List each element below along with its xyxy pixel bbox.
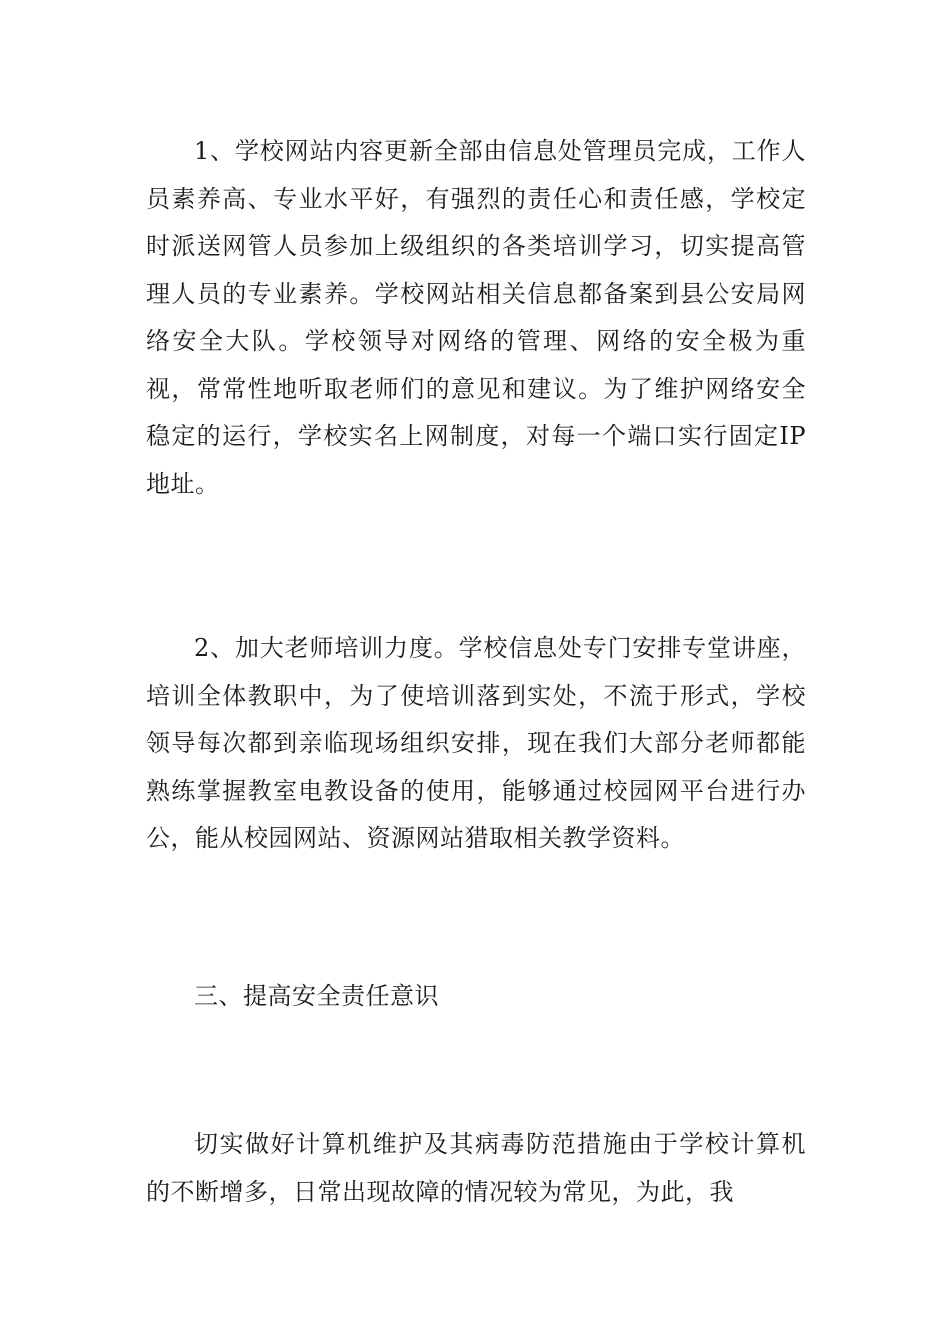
paragraph-computer-maintenance: 切实做好计算机维护及其病毒防范措施由于学校计算机的不断增多，日常出现故障的情况较为常见，为此，我 <box>146 1130 806 1206</box>
paragraph-teacher-training: 2、加大老师培训力度。学校信息处专门安排专堂讲座，培训全体教职中，为了使培训落到实处，不流于形式，学校领导每次都到亲临现场组织安排，现在我们大部分老师都能熟练掌握教室电教设备的使用，能够通过校园网平台进行办公，能从校园网站、资源网站猎取相关教学资料。 <box>146 634 806 852</box>
paragraph-website-management: 1、学校网站内容更新全部由信息处管理员完成，工作人员素养高、专业水平好，有强烈的责任心和责任感，学校定时派送网管人员参加上级组织的各类培训学习，切实提高管理人员的专业素养。学校网站相关信息都备案到县公安局网络安全大队。学校领导对网络的管理、网络的安全极为重视，常常性地听取老师们的意见和建议。为了维护网络安全稳定的运行，学校实名上网制度，对每一个端口实行固定IP地址。 <box>146 137 806 498</box>
section-heading-safety-awareness: 三、提高安全责任意识 <box>194 982 439 1010</box>
